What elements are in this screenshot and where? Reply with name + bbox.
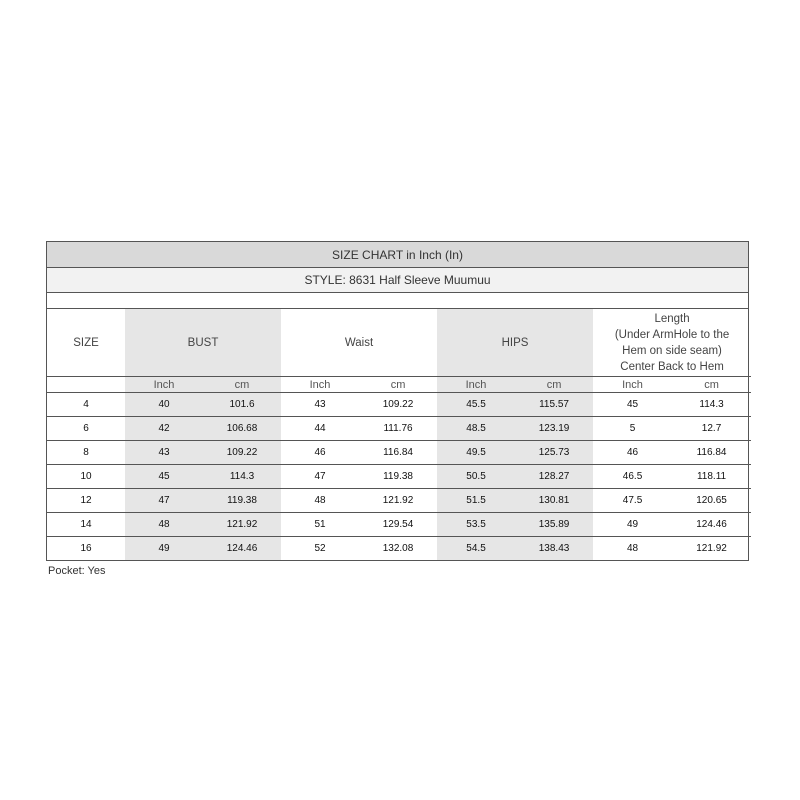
cell-bust-in: 43 — [125, 441, 203, 465]
unit-cell: Inch — [125, 377, 203, 393]
cell-waist-in: 44 — [281, 417, 359, 441]
cell-waist-in: 51 — [281, 513, 359, 537]
cell-waist-in: 52 — [314, 543, 326, 554]
cell-len-cm: 124.46 — [672, 513, 751, 537]
cell-hips-cm: 125.73 — [515, 441, 593, 465]
cell-bust-in: 45 — [125, 465, 203, 489]
cell-len-cm: 120.65 — [672, 489, 751, 513]
size-rows — [47, 393, 751, 561]
cell-bust-cm: 101.6 — [203, 393, 281, 417]
cell-bust-in: 40 — [125, 393, 203, 417]
header-row — [47, 309, 751, 377]
cell-len-in: 46 — [593, 441, 672, 465]
cell-bust-in: 48 — [125, 513, 203, 537]
cell-len-in: 47.5 — [593, 489, 672, 513]
cell-len-in: 5 — [593, 417, 672, 441]
cell-size: 12 — [47, 489, 125, 513]
unit-cell: cm — [672, 377, 751, 393]
size-header: SIZE — [73, 336, 99, 349]
cell-hips-cm: 135.89 — [515, 513, 593, 537]
unit-cell: cm — [359, 377, 437, 393]
cell-size: 4 — [47, 393, 125, 417]
table-row — [47, 393, 751, 417]
cell-size: 16 — [80, 543, 92, 554]
cell-hips-in: 54.5 — [437, 537, 515, 561]
style-label: STYLE: 8631 Half Sleeve Muumuu — [47, 268, 748, 293]
cell-hips-in: 45.5 — [437, 393, 515, 417]
unit-cell-empty — [47, 377, 125, 393]
cell-hips-cm: 128.27 — [515, 465, 593, 489]
cell-hips-in: 50.5 — [437, 465, 515, 489]
size-chart — [46, 241, 749, 561]
cell-len-cm: 114.3 — [672, 393, 751, 417]
cell-len-cm: 121.92 — [696, 543, 727, 554]
cell-waist-cm: 129.54 — [359, 513, 437, 537]
cell-waist-cm: 121.92 — [359, 489, 437, 513]
cell-waist-in: 48 — [281, 489, 359, 513]
cell-hips-cm: 130.81 — [515, 489, 593, 513]
cell-bust-in: 42 — [125, 417, 203, 441]
cell-hips-in: 51.5 — [437, 489, 515, 513]
cell-waist-in: 43 — [281, 393, 359, 417]
cell-size: 10 — [47, 465, 125, 489]
cell-bust-cm: 121.92 — [203, 513, 281, 537]
cell-len-cm: 116.84 — [672, 441, 751, 465]
pocket-note: Pocket: Yes — [48, 565, 106, 577]
cell-bust-cm: 109.22 — [203, 441, 281, 465]
unit-cell: Inch — [281, 377, 359, 393]
table-row — [47, 537, 751, 561]
cell-waist-cm: 119.38 — [359, 465, 437, 489]
cell-bust-cm: 119.38 — [203, 489, 281, 513]
cell-waist-in: 47 — [281, 465, 359, 489]
cell-len-in: 45 — [593, 393, 672, 417]
cell-len-in: 46.5 — [593, 465, 672, 489]
cell-hips-in: 53.5 — [437, 513, 515, 537]
length-header-line: Hem on side seam) — [622, 344, 722, 357]
length-header-line: Length — [654, 312, 690, 325]
cell-len-cm: 118.11 — [672, 465, 751, 489]
cell-waist-in: 46 — [281, 441, 359, 465]
cell-bust-in: 47 — [125, 489, 203, 513]
size-table — [47, 309, 751, 560]
cell-len-in: 48 — [626, 543, 639, 554]
spacer-row — [47, 293, 748, 309]
cell-len-in: 49 — [593, 513, 672, 537]
length-header — [593, 309, 751, 377]
cell-bust-cm: 106.68 — [203, 417, 281, 441]
cell-waist-cm: 109.22 — [359, 393, 437, 417]
cell-hips-in: 48.5 — [437, 417, 515, 441]
cell-waist-cm: 116.84 — [359, 441, 437, 465]
bust-header: BUST — [125, 309, 281, 377]
waist-header: Waist — [344, 336, 374, 349]
cell-hips-cm: 138.43 — [515, 537, 593, 561]
cell-hips-in: 49.5 — [437, 441, 515, 465]
table-row — [47, 513, 751, 537]
length-header-line: (Under ArmHole to the — [614, 328, 730, 341]
cell-bust-cm: 114.3 — [203, 465, 281, 489]
cell-hips-cm: 123.19 — [515, 417, 593, 441]
unit-cell: cm — [515, 377, 593, 393]
cell-bust-in: 49 — [125, 537, 203, 561]
cell-size: 8 — [47, 441, 125, 465]
unit-cell: Inch — [593, 377, 672, 393]
table-row — [47, 489, 751, 513]
unit-cell: cm — [203, 377, 281, 393]
cell-len-cm: 12.7 — [672, 417, 751, 441]
unit-row — [47, 377, 751, 393]
cell-waist-cm: 132.08 — [382, 543, 414, 554]
unit-cell: Inch — [437, 377, 515, 393]
length-header-line: Center Back to Hem — [620, 360, 724, 373]
table-row — [47, 441, 751, 465]
cell-hips-cm: 115.57 — [515, 393, 593, 417]
cell-size: 6 — [47, 417, 125, 441]
table-row — [47, 465, 751, 489]
cell-waist-cm: 111.76 — [359, 417, 437, 441]
table-row — [47, 417, 751, 441]
cell-size: 14 — [47, 513, 125, 537]
cell-bust-cm: 124.46 — [203, 537, 281, 561]
chart-title: SIZE CHART in Inch (In) — [47, 242, 748, 268]
hips-header: HIPS — [437, 309, 593, 377]
